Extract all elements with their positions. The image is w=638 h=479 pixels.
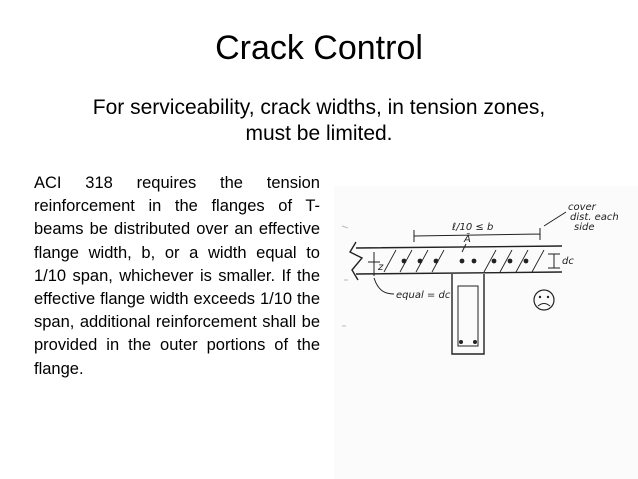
bar-dot [524, 259, 529, 264]
label-side: side [574, 222, 595, 233]
slide-title: Crack Control [215, 29, 423, 67]
subtitle-line-1: For serviceability, crack widths, in tension zones, [92, 96, 546, 119]
label-area: Ā [464, 234, 471, 245]
frown-face [534, 290, 554, 310]
face-eye [547, 296, 549, 298]
bar-dot [434, 259, 439, 264]
label-equal: equal = dc [396, 290, 451, 301]
area-leader [462, 244, 466, 252]
t-beam-sketch [334, 186, 638, 479]
bar-dot [472, 259, 477, 264]
stirrup [458, 286, 478, 346]
bar-dot [460, 259, 465, 264]
cover-leader [544, 212, 566, 226]
web-bar [459, 340, 463, 344]
bar-dot [418, 259, 423, 264]
margin-marks [342, 226, 348, 326]
body-paragraph: ACI 318 requires the tension reinforcement in the flanges of T-beams be distributed over an effective flange width, b, or a width equal to 1/10 span, whichever is smaller. If the effective flange width exceeds 1/10 the span, additional reinforcement shall be provided in the outer portions of the flange. [34, 174, 320, 378]
label-z: z [378, 262, 384, 273]
t-beam-drawing [334, 186, 638, 479]
label-dc: dc [562, 256, 574, 267]
slide-subtitle [30, 95, 608, 147]
equal-leader [374, 278, 394, 294]
flange-outline [356, 246, 562, 274]
label-width: ℓ/10 ≤ b [452, 222, 494, 233]
frown-mouth [538, 304, 550, 307]
web-bar [473, 340, 477, 344]
label-cover: cover [568, 202, 596, 213]
dc-dimension [548, 254, 560, 268]
face-eye [539, 296, 541, 298]
bar-dot [492, 259, 497, 264]
bar-dot [508, 259, 513, 264]
subtitle-line-2: must be limited. [245, 122, 393, 145]
bar-dot [402, 259, 407, 264]
label-dist: dist. each [570, 212, 619, 223]
